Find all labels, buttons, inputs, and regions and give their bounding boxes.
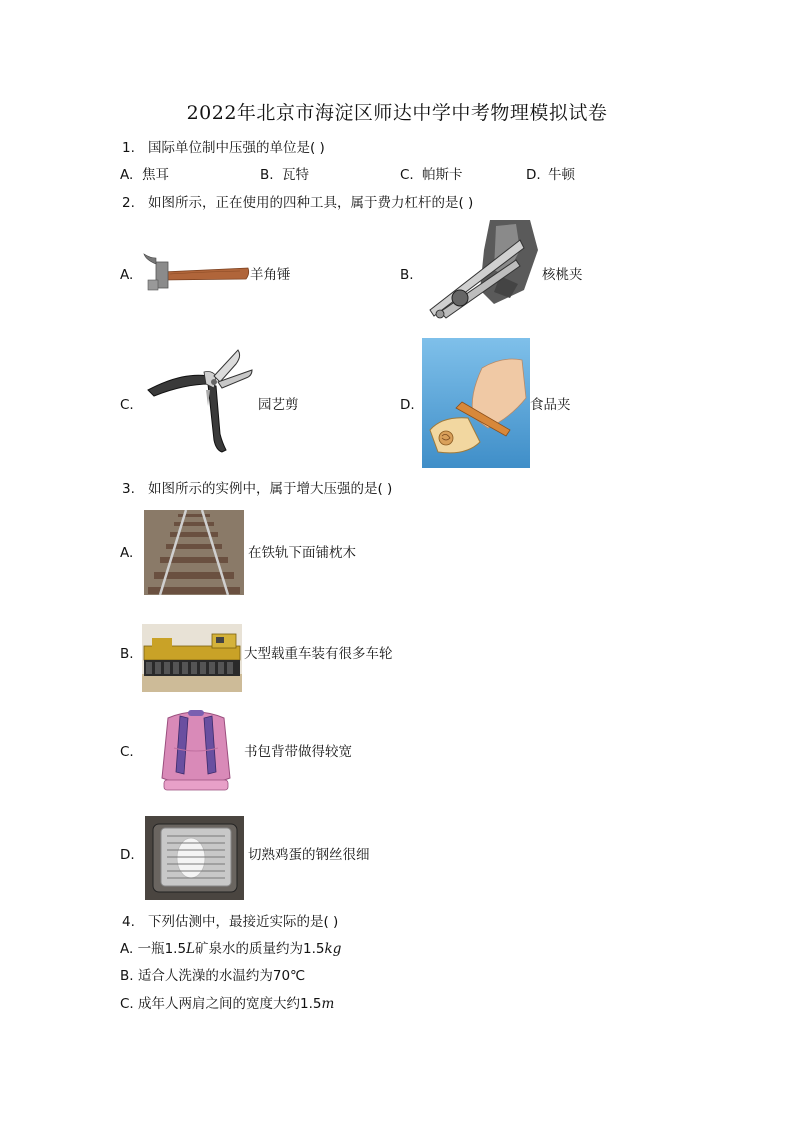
q4-option-a-mid: 矿泉水的质量约为1.5 (195, 941, 325, 957)
q2-option-c-text: 园艺剪 (258, 397, 299, 413)
q2-number: 2. (122, 195, 135, 211)
q1-option-d-text: 牛顿 (548, 167, 575, 183)
q1-stem: 国际单位制中压强的单位是( ) (148, 140, 325, 156)
q1-number: 1. (122, 140, 135, 156)
q4-option-c (120, 995, 334, 1013)
q3-option-b-letter: B. (120, 646, 134, 662)
q4-option-a-unit-l: L (186, 941, 196, 957)
q1-option-c-text: 帕斯卡 (422, 167, 463, 183)
nutcracker-icon (420, 220, 540, 324)
q3-number: 3. (122, 481, 135, 497)
claw-hammer-icon (140, 252, 250, 296)
q3-option-c-text: 书包背带做得较宽 (244, 744, 352, 760)
pruning-shears-icon (142, 346, 256, 456)
q2-option-c-letter: C. (120, 397, 134, 413)
q4-option-c-pre: 成年人两肩之间的宽度大约1.5 (138, 996, 322, 1012)
food-tongs-icon (422, 338, 530, 468)
q1-option-b-text: 瓦特 (282, 167, 309, 183)
q3-option-d-text: 切熟鸡蛋的钢丝很细 (248, 847, 370, 863)
q1-option-d-letter: D. (526, 167, 541, 183)
q2-option-d-text: 食品夹 (530, 397, 571, 413)
q3-option-b-text: 大型载重车装有很多车轮 (244, 646, 393, 662)
q1-option-c-letter: C. (400, 167, 414, 183)
q4-stem: 下列估测中，最接近实际的是( ) (148, 914, 339, 930)
backpack-icon (154, 708, 238, 794)
q1-option-a-text: 焦耳 (142, 167, 169, 183)
q4-number: 4. (122, 914, 135, 930)
q3-option-a-letter: A. (120, 545, 134, 561)
q4-option-c-letter: C. (120, 996, 134, 1012)
q2-stem: 如图所示，正在使用的四种工具，属于费力杠杆的是( ) (148, 195, 474, 211)
q2-option-b-letter: B. (400, 267, 414, 283)
railway-sleepers-icon (144, 510, 244, 595)
q4-option-b-letter: B. (120, 968, 134, 984)
q3-stem: 如图所示的实例中，属于增大压强的是( ) (148, 481, 393, 497)
egg-slicer-icon (145, 816, 244, 900)
q2-option-a-text: 羊角锤 (250, 267, 291, 283)
q4-option-b-text: 适合人洗澡的水温约为70℃ (137, 968, 306, 984)
q4-option-c-unit-m: m (321, 996, 335, 1012)
q2-option-b-text: 核桃夹 (542, 267, 583, 283)
q1-option-a-letter: A. (120, 167, 134, 183)
q4-option-b (120, 967, 305, 985)
heavy-truck-icon (142, 624, 242, 692)
exam-title: 2022年北京市海淀区师达中学中考物理模拟试卷 (186, 102, 608, 124)
q4-option-a-unit-kg: kg (324, 941, 342, 957)
q1-option-b-letter: B. (260, 167, 274, 183)
q4-option-a (120, 940, 341, 958)
q3-option-a-text: 在铁轨下面铺枕木 (248, 545, 356, 561)
q3-option-d-letter: D. (120, 847, 135, 863)
q4-option-a-letter: A. (120, 941, 134, 957)
q2-option-d-letter: D. (400, 397, 415, 413)
q3-option-c-letter: C. (120, 744, 134, 760)
q2-option-a-letter: A. (120, 267, 134, 283)
q4-option-a-pre: 一瓶1.5 (137, 941, 187, 957)
